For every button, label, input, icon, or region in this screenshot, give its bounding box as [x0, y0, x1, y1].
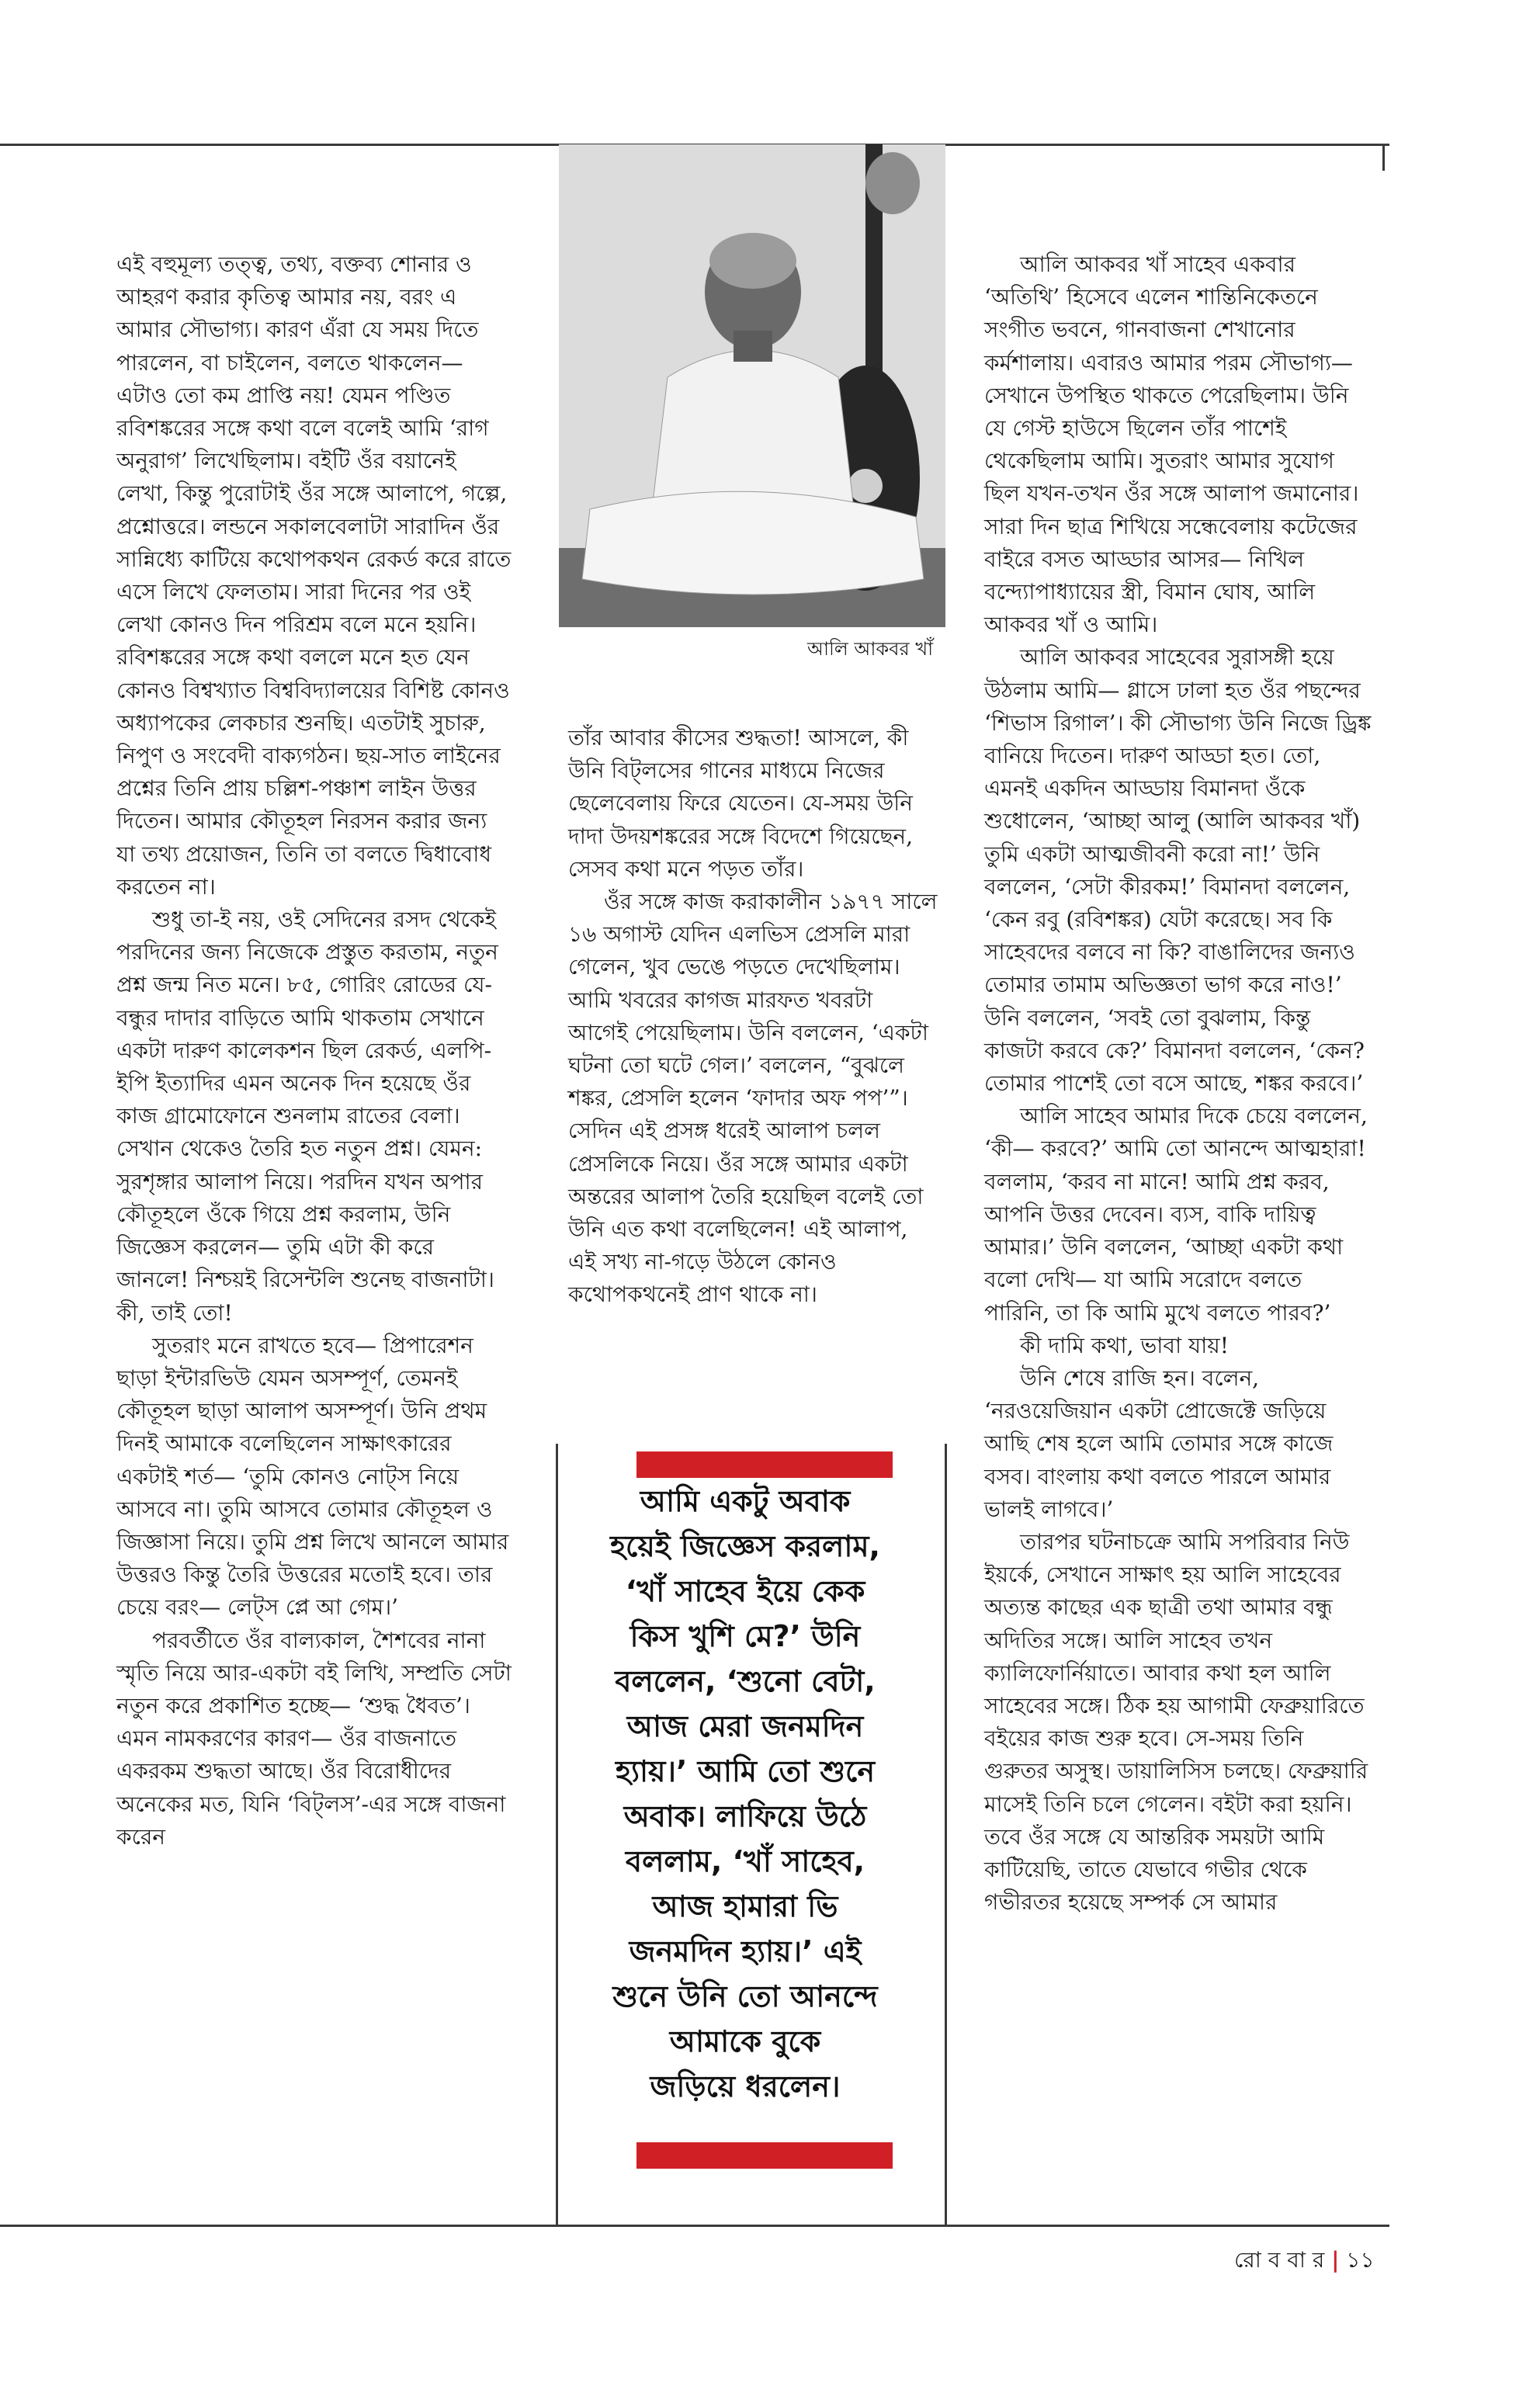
- pullquote-top-bar: [636, 1451, 893, 1478]
- musician-illustration: [559, 144, 945, 627]
- page-footer: [1234, 2243, 1375, 2280]
- pullquote-line: অবাক। লাফিয়ে উঠে: [623, 1799, 867, 1833]
- paragraph: এই বহুমূল্য তত্ত্ব, তথ্য, বক্তব্য শোনার ও আহরণ করার কৃতিত্ব আমার নয়, বরং এ আমার সৌভাগ্য। কারণ এঁরা যে সময় দিতে পারলেন, বা চাইলেন, বলতে থাকলেন— এটাও তো কম প্রাপ্তি নয়! যেমন পণ্ডিত রবিশঙ্করের সঙ্গে কথা বলে বলেই আমি ‘রাগ অনুরাগ’ লিখেছিলাম। বইটি ওঁর বয়ানেই লেখা, কিন্তু পুরোটাই ওঁর সঙ্গে আলাপে, গল্পে, প্রশ্নোত্তরে। লন্ডনে সকালবেলাটা সারাদিন ওঁর সান্নিধ্যে কাটিয়ে কথোপকথন রেকর্ড করে রাতে এসে লিখে ফেলতাম। সারা দিনের পর ওই লেখা কোনও দিন পরিশ্রম বলে মনে হয়নি। রবিশঙ্করের সঙ্গে কথা বললে মনে হত যেন কোনও বিশ্বখ্যাত বিশ্ববিদ্যালয়ের বিশিষ্ট কোনও অধ্যাপকের লেকচার শুনছি। এতটাই সুচারু, নিপুণ ও সংবেদী বাক্যগঠন। ছয়-সাত লাইনের প্রশ্নের তিনি প্রায় চল্লিশ-পঞ্চাশ লাইন উত্তর দিতেন। আমার কৌতূহল নিরসন করার জন্য যা তথ্য প্রয়োজন, তিনি তা বলতে দ্বিধাবোধ করতেন না।: [116, 251, 512, 900]
- paragraph: তারপর ঘটনাচক্রে আমি সপরিবার নিউ ইয়র্কে, সেখানে সাক্ষাৎ হয় আলি সাহেবের অত্যন্ত কাছের এক ছাত্রী তথা আমার বন্ধু অদিতির সঙ্গে। আলি সাহেব তখন ক্যালিফোর্নিয়াতে। আবার কথা হল আলি সাহেবের সঙ্গে। ঠিক হয় আগামী ফেব্রুয়ারিতে বইয়ের কাজ শুরু হবে। সে-সময় তিনি গুরুতর অসুস্থ। ডায়ালিসিস চলছে। ফেব্রুয়ারি মাসেই তিনি চলে গেলেন। বইটা করা হয়নি। তবে ওঁর সঙ্গে যে আন্তরিক সময়টা আমি কাটিয়েছি, তাতে যেভাবে গভীর থেকে গভীরতর হয়েছে সম্পর্ক সে আমার: [984, 1528, 1368, 1916]
- article-column-1: [116, 248, 512, 1854]
- paragraph: আলি আকবর সাহেবের সুরাসঙ্গী হয়ে উঠলাম আমি— গ্লাসে ঢালা হত ওঁর পছন্দের ‘শিভাস রিগাল’। কী সৌভাগ্য উনি নিজে ড্রিঙ্ক বানিয়ে দিতেন। দারুণ আড্ডা হত। তো, এমনই একদিন আড্ডায় বিমানদা ওঁকে শুধোলেন, ‘আচ্ছা আলু (আলি আকবর খাঁ) তুমি একটা আত্মজীবনী করো না!’ উনি বললেন, ‘সেটা কীরকম!’ বিমানদা বললেন, ‘কেন রবু (রবিশঙ্কর) যেটা করেছে। সব কি সাহেবদের বলবে না কি? বাঙালিদের জন্যও তোমার তামাম অভিজ্ঞতা ভাগ করে নাও!’ উনি বললেন, ‘সবই তো বুঝলাম, কিন্তু কাজটা করবে কে?’ বিমানদা বললেন, ‘কেন? তোমার পাশেই তো বসে আছে, শঙ্কর করবে।’: [984, 644, 1372, 1097]
- pullquote-line: আজ মেরা জনমদিন: [626, 1709, 864, 1743]
- footer-separator: |: [1331, 2247, 1340, 2273]
- pullquote-line: হয়েই জিজ্ঞেস করলাম,: [610, 1529, 880, 1563]
- pullquote-line: শুনে উনি তো আনন্দে: [612, 1979, 878, 2013]
- bottom-rule: [0, 2225, 1389, 2227]
- pullquote-line: আমি একটু অবাক: [640, 1484, 851, 1518]
- paragraph: পরবর্তীতে ওঁর বাল্যকাল, শৈশবের নানা স্মৃতি নিয়ে আর-একটা বই লিখি, সম্প্রতি সেটা নতুন করে প্রকাশিত হচ্ছে— ‘শুদ্ধ ধৈবত’। এমন নামকরণের কারণ— ওঁর বাজনাতে একরকম শুদ্ধতা আছে। ওঁর বিরোধীদের অনেকের মত, যিনি ‘বিট্‌লস’-এর সঙ্গে বাজনা করেন: [116, 1627, 512, 1850]
- pullquote-line: জড়িয়ে ধরলেন।: [650, 2069, 841, 2103]
- article-column-3: [984, 248, 1372, 1919]
- paragraph: শুধু তা-ই নয়, ওই সেদিনের রসদ থেকেই পরদিনের জন্য নিজেকে প্রস্তুত করতাম, নতুন প্রশ্ন জন্ম নিত মনে। ৮৫, গোরিং রোডের যে-বন্ধুর দাদার বাড়িতে আমি থাকতাম সেখানে একটা দারুণ কালেকশন ছিল রেকর্ড, এলপি-ইপি ইত্যাদির এমন অনেক দিন হয়েছে ওঁর কাজ গ্রামোফোনে শুনলাম রাতের বেলা। সেখান থেকেও তৈরি হত নতুন প্রশ্ন। যেমন: সুরশৃঙ্গার আলাপ নিয়ে। পরদিন যখন অপার কৌতূহলে ওঁকে গিয়ে প্রশ্ন করলাম, উনি জিজ্ঞেস করলেন— তুমি এটা কী করে জানলে! নিশ্চয়ই রিসেন্টলি শুনেছ বাজনাটা। কী, তাই তো!: [116, 907, 498, 1326]
- paragraph: ওঁর সঙ্গে কাজ করাকালীন ১৯৭৭ সালে ১৬ অগাস্ট যেদিন এলভিস প্রেসলি মারা গেলেন, খুব ভেঙে পড়তে দেখেছিলাম। আমি খবরের কাগজ মারফত খবরটা আগেই পেয়েছিলাম। উনি বললেন, ‘একটা ঘটনা তো ঘটে গেল।’ বললেন, “বুঝলে শঙ্কর, প্রেসলি হলেন ‘ফাদার অফ পপ’”। সেদিন এই প্রসঙ্গ ধরেই আলাপ চলল প্রেসলিকে নিয়ে। ওঁর সঙ্গে আমার একটা অন্তরের আলাপ তৈরি হয়েছিল বলেই তো উনি এত কথা বলেছিলেন! এই আলাপ, এই সখ্য না-গড়ে উঠলে কোনও কথোপকথনেই প্রাণ থাকে না।: [568, 889, 938, 1308]
- pullquote-line: আমাকে বুকে: [669, 2024, 821, 2058]
- pullquote-line: হ্যায়।’ আমি তো শুনে: [615, 1754, 875, 1788]
- paragraph: তাঁর আবার কীসের শুদ্ধতা! আসলে, কী উনি বিট্‌লসের গানের মাধ্যমে নিজের ছেলেবেলায় ফিরে যেতেন। যে-সময় উনি দাদা উদয়শঙ্করের সঙ্গে বিদেশে গিয়েছেন, সেসব কথা মনে পড়ত তাঁর।: [568, 725, 914, 882]
- pullquote-line: জনমদিন হ্যায়।’ এই: [629, 1934, 862, 1968]
- column-divider-right: [945, 1444, 947, 2225]
- paragraph: আলি আকবর খাঁ সাহেব একবার ‘অতিথি’ হিসেবে এলেন শান্তিনিকেতনে সংগীত ভবনে, গানবাজনা শেখানোর কর্মশালায়। এবারও আমার পরম সৌভাগ্য— সেখানে উপস্থিত থাকতে পেরেছিলাম। উনি যে গেস্ট হাউসে ছিলেন তাঁর পাশেই থেকেছিলাম আমি। সুতরাং আমার সুযোগ ছিল যখন-তখন ওঁর সঙ্গে আলাপ জমানোর। সারা দিন ছাত্র শিখিয়ে সন্ধেবেলায় কটেজের বাইরে বসত আড্ডার আসর— নিখিল বন্দ্যোপাধ্যায়ের স্ত্রী, বিমান ঘোষ, আলি আকবর খাঁ ও আমি।: [984, 251, 1359, 638]
- pullquote-line: বললেন, ‘শুনো বেটা,: [615, 1664, 876, 1698]
- portrait-photo: [559, 144, 945, 627]
- page-number: ১১: [1346, 2247, 1375, 2273]
- paragraph: উনি শেষে রাজি হন। বলেন, ‘নরওয়েজিয়ান একটা প্রোজেক্টে জড়িয়ে আছি শেষ হলে আমি তোমার সঙ্গে কাজে বসব। বাংলায় কথা বলতে পারলে আমার ভালই লাগবে।’: [984, 1365, 1334, 1522]
- article-column-2: [568, 722, 938, 1312]
- magazine-name: রো ব বা র: [1234, 2247, 1325, 2273]
- paragraph: কী দামি কথা, ভাবা যায়!: [1020, 1332, 1230, 1358]
- pullquote-line: কিস খুশি মে?’ উনি: [630, 1619, 861, 1653]
- paragraph: আলি সাহেব আমার দিকে চেয়ে বললেন, ‘কী— করবে?’ আমি তো আনন্দে আত্মহারা! বললাম, ‘করব না মানে! আমি প্রশ্ন করব, আপনি উত্তর দেবেন। ব্যস, বাকি দায়িত্ব আমার।’ উনি বললেন, ‘আচ্ছা একটা কথা বলো দেখি— যা আমি সরোদে বলতে পারিনি, তা কি আমি মুখে বলতে পারব?’: [984, 1103, 1368, 1326]
- pullquote-line: বললাম, ‘খাঁ সাহেব,: [625, 1844, 865, 1878]
- pullquote-line: ‘খাঁ সাহেব ইয়ে কেক: [625, 1574, 865, 1608]
- pull-quote: [590, 1479, 900, 2109]
- top-right-tick: [1382, 144, 1385, 171]
- pullquote-line: আজ হামারা ভি: [652, 1889, 838, 1923]
- paragraph: সুতরাং মনে রাখতে হবে— প্রিপারেশন ছাড়া ইন্টারভিউ যেমন অসম্পূর্ণ, তেমনই কৌতূহল ছাড়া আলাপ অসম্পূর্ণ। উনি প্রথম দিনই আমাকে বলেছিলেন সাক্ষাৎকারের একটাই শর্ত— ‘তুমি কোনও নোট্‌স নিয়ে আসবে না। তুমি আসবে তোমার কৌতূহল ও জিজ্ঞাসা নিয়ে। তুমি প্রশ্ন লিখে আনলে আমার উত্তরও কিন্তু তৈরি উত্তরের মতোই হবে। তার চেয়ে বরং— লেট্‌স প্লে আ গেম।’: [116, 1332, 509, 1621]
- photo-caption: আলি আকবর খাঁ: [807, 638, 934, 660]
- pullquote-bottom-bar: [636, 2142, 893, 2169]
- column-divider-left: [556, 1444, 558, 2225]
